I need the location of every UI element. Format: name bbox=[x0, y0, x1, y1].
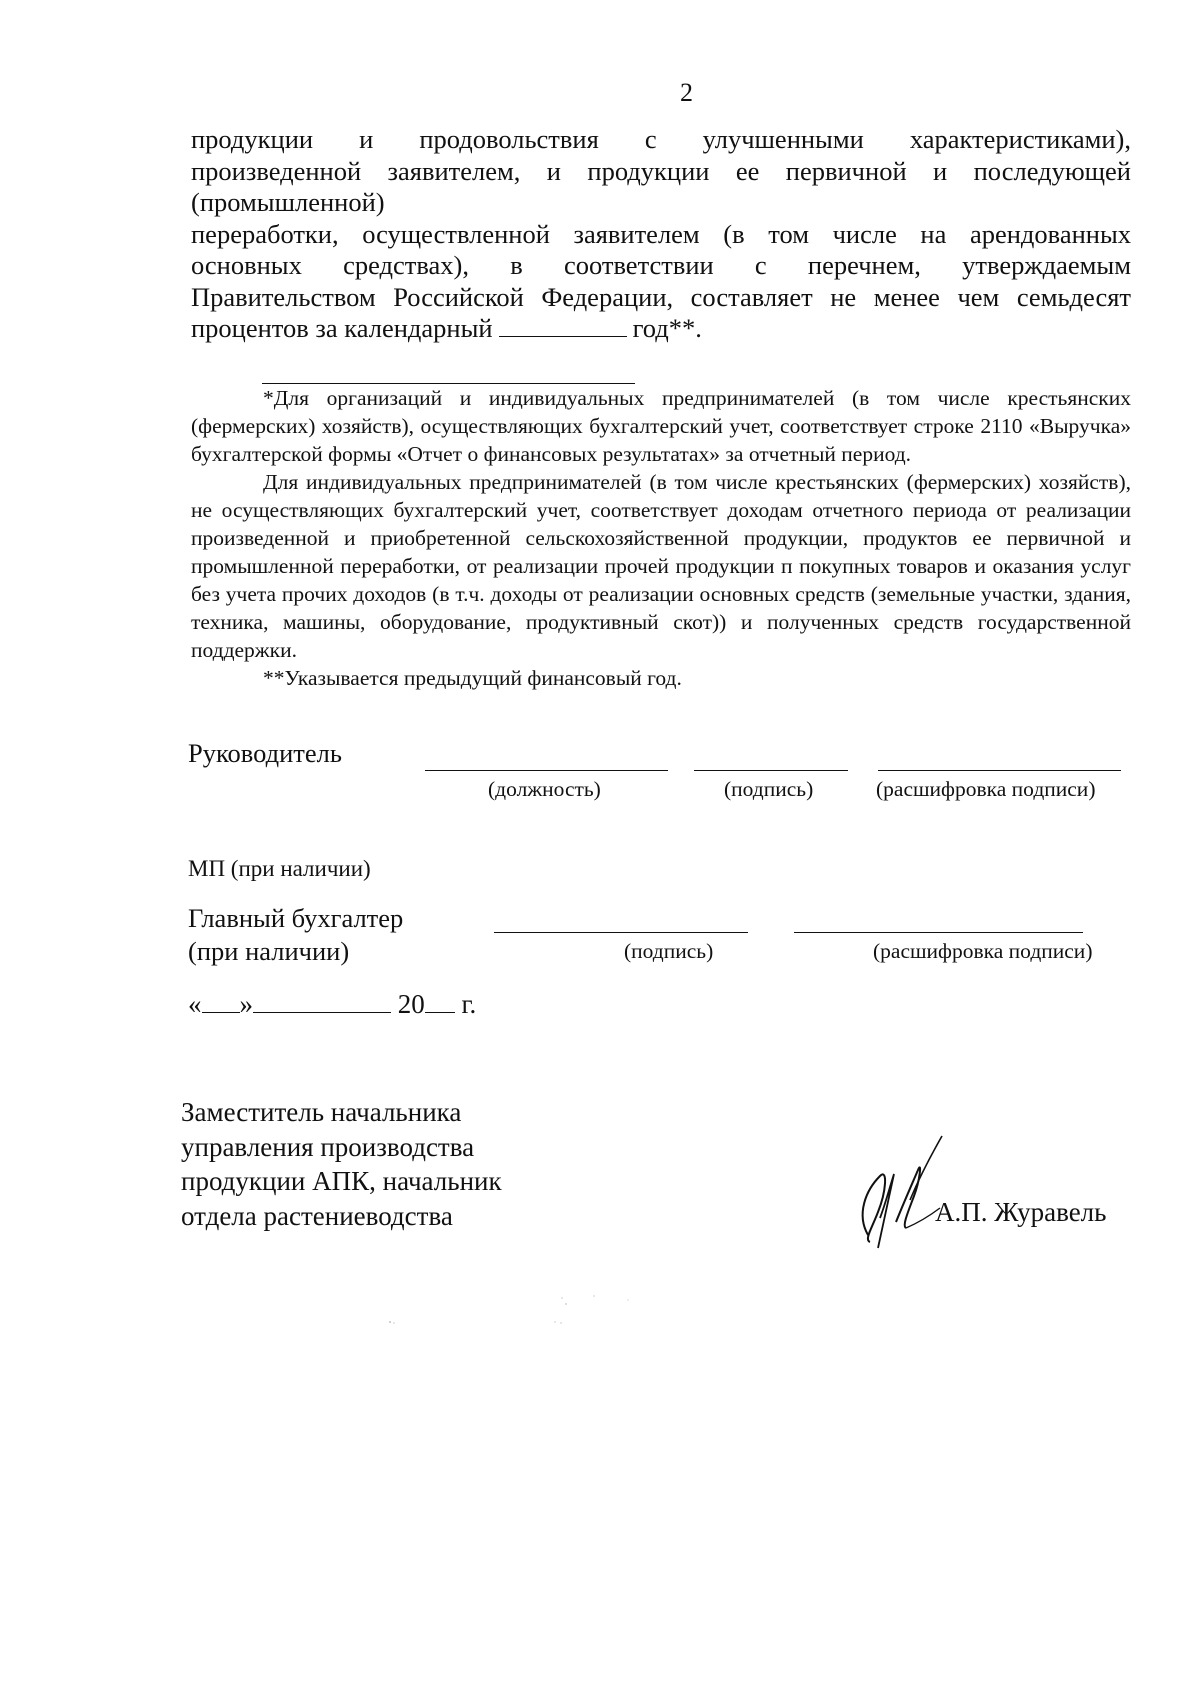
handwritten-signature bbox=[850, 1130, 950, 1260]
head-position-line[interactable] bbox=[425, 770, 668, 771]
main-text-line-start: процентов за календарный bbox=[191, 313, 493, 343]
approver-title-line: продукции АПК, начальник bbox=[181, 1166, 502, 1196]
stamp-label: МП (при наличии) bbox=[188, 856, 371, 881]
footnote-3: **Указывается предыдущий финансовый год. bbox=[263, 666, 682, 690]
date-close-quote: » bbox=[239, 989, 253, 1019]
date-year-field[interactable] bbox=[425, 988, 455, 1013]
main-text-line: произведенной заявителем, и продукции ее первичной и последующей bbox=[191, 155, 1131, 186]
main-text-line: Правительством Российской Федерации, составляет не менее чем семьдесят bbox=[191, 281, 1131, 312]
accountant-signature-caption: (подпись) bbox=[624, 939, 714, 963]
scan-specks bbox=[380, 1290, 680, 1330]
accountant-decoding-caption: (расшифровка подписи) bbox=[873, 939, 1093, 963]
accountant-signature-line[interactable] bbox=[494, 932, 748, 933]
page-number: 2 bbox=[680, 78, 693, 107]
accountant-label: Главный бухгалтер bbox=[188, 903, 404, 933]
year-blank-field[interactable] bbox=[499, 314, 627, 337]
accountant-sublabel: (при наличии) bbox=[188, 936, 350, 966]
main-text-line: основных средствах), в соответствии с перечнем, утверждаемым bbox=[191, 250, 1131, 280]
approver-title-line: управления производства bbox=[181, 1131, 475, 1162]
head-signature-line[interactable] bbox=[694, 770, 848, 771]
approver-title-line: Заместитель начальника bbox=[181, 1097, 462, 1127]
footnotes bbox=[191, 384, 1131, 692]
date-line bbox=[188, 988, 476, 1020]
date-day-field[interactable] bbox=[202, 988, 240, 1013]
head-label: Руководитель bbox=[188, 738, 342, 768]
date-month-field[interactable] bbox=[253, 988, 391, 1013]
main-text-last-line bbox=[191, 313, 1131, 345]
date-open-quote: « bbox=[188, 989, 202, 1019]
footnote-2: Для индивидуальных предпринимателей (в том числе крестьянских (фермерских) хозяйств), не осуществляющих бухгалтерский учет, соответствует доходам отчетного периода от реализации произведенной и приобретенной сельскохозяйственной продукции, продуктов ее первичной и промышленной переработки, от реализации прочей продукции п покупных товаров и оказания услуг без учета прочих доходов (в т.ч. доходы от реализации основных средств (земельные участки, здания, техника, машины, оборудование, продуктивный скот)) и полученных средств государственной поддержки. bbox=[191, 470, 1131, 662]
main-paragraph bbox=[191, 124, 1131, 345]
footnote-1: *Для организаций и индивидуальных предпринимателей (в том числе крестьянских (фермерских) хозяйств), осуществляющих бухгалтерский учет, соответствует строке 2110 «Выручка» бухгалтерской формы «Отчет о финансовых результатах» за отчетный период. bbox=[191, 386, 1131, 466]
main-text-line: продукции и продовольствия с улучшенными характеристиками), bbox=[191, 124, 1131, 154]
head-decoding-line[interactable] bbox=[878, 770, 1121, 771]
date-year-prefix: 20 bbox=[397, 989, 425, 1019]
main-text-line-end: год**. bbox=[632, 313, 702, 343]
approver-title bbox=[181, 1095, 601, 1233]
accountant-decoding-line[interactable] bbox=[794, 932, 1083, 933]
signature-caption: (подпись) bbox=[724, 777, 814, 801]
decoding-caption: (расшифровка подписи) bbox=[876, 777, 1096, 801]
position-caption: (должность) bbox=[488, 777, 601, 801]
main-text-line: (промышленной) bbox=[191, 187, 385, 217]
date-year-suffix: г. bbox=[461, 989, 477, 1019]
signer-name: А.П. Журавель bbox=[935, 1197, 1107, 1227]
approver-title-line: отдела растениеводства bbox=[181, 1200, 453, 1231]
main-text-line: переработки, осуществленной заявителем (в том числе на арендованных bbox=[191, 218, 1131, 249]
